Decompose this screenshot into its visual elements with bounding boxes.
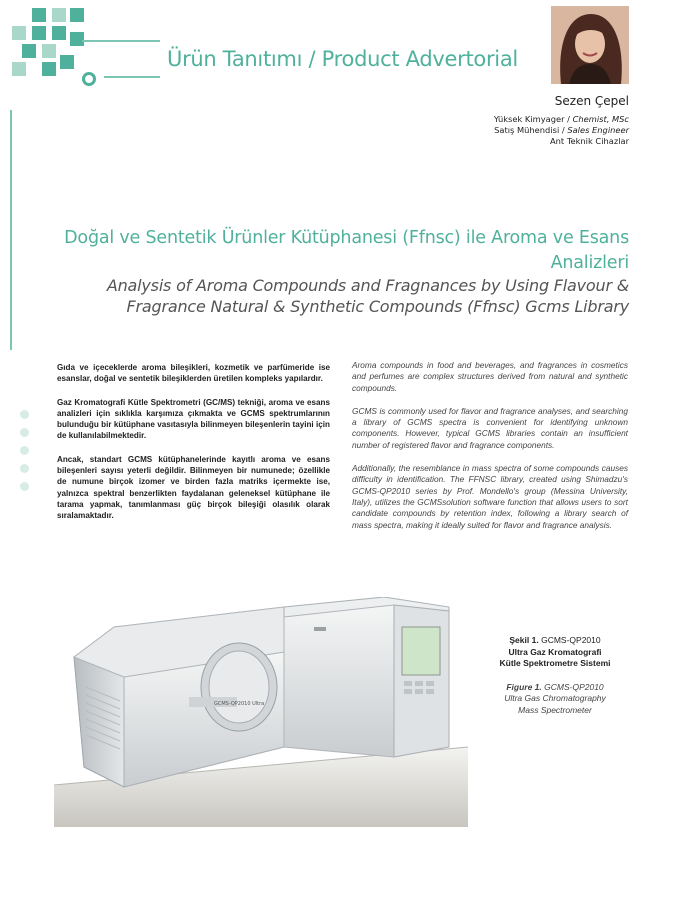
paragraph: GCMS is commonly used for flavor and fragrance analyses, and searching a library of GCMS spectra is convenient for identifying unknown components. However, typical GCMS libraries contain an insufficient number of registered flavor and fragrance components. (352, 405, 628, 450)
figure-caption-line: Mass Spectrometer (518, 704, 592, 715)
decor-square (60, 55, 74, 69)
figure-model-tr: GCMS-QP2010 (541, 635, 601, 645)
paragraph: Aroma compounds in food and beverages, and fragrances in cosmetics and perfumes are complex structures derived from natural and synthetic compounds. (352, 360, 628, 393)
decor-square (70, 8, 84, 22)
paragraph: Ancak, standart GCMS kütüphanelerinde kayıtlı aroma ve esans bileşenleri sayısı yeterli değildir. Bilinmeyen bir numunede; özellikle de numune birçok izomer ve birden fazla matriks içermekte ise, yalnızca spektral benzerlikten faydalanan geleneksel kütüphane ile tarama yapmak, tanımlanması güç birçok bileşiği olasılık olarak sıralamaktadır. (57, 454, 330, 521)
figure-model-en: GCMS-QP2010 (544, 681, 604, 692)
section-title: Ürün Tanıtımı / Product Advertorial (167, 47, 518, 71)
decor-square (12, 62, 26, 76)
decor-line (82, 40, 160, 42)
decor-line (104, 76, 160, 78)
paragraph: Additionally, the resemblance in mass spectra of some compounds causes difficulty in identification. The FFNSC library, created using Shimadzu's GCMS-QP2010 series by Prof. Mondello's group (Messina University, Italy), utilizes the GCMSsolution software function that allows users to sort candidate compounds by retention index, following a library search of mass spectra, making it ideally suited for flavor and fragrance analysis. (352, 463, 628, 530)
decor-dot (20, 464, 29, 473)
figure-caption-line: Ultra Gas Chromatography (504, 693, 606, 703)
body-column-english (352, 360, 628, 543)
headline-english: Analysis of Aroma Compounds and Fragnances by Using Flavour & Fragrance Natural & Synthetic Compounds (Ffnsc) Gcms Library (106, 276, 629, 316)
author-title-tr: Yüksek Kimyager / (493, 114, 570, 124)
decor-vertical-line (10, 110, 12, 350)
author-title-sales (369, 125, 629, 136)
paragraph: Gaz Kromatografi Kütle Spektrometri (GC/MS) tekniği, aroma ve esans analizleri için sıklıkla karşımıza çıkmakta ve GCMS spektrumlarının bulunduğu bir kütüphane vasıtasıyla bilinmeyen bileşenlerin tayini için de kullanılabilmektedir. (57, 397, 330, 441)
decor-dot (20, 482, 29, 491)
author-name: Sezen Çepel (554, 94, 629, 108)
figure-caption-line: Kütle Spektrometre Sistemi (499, 658, 611, 668)
decor-square (32, 26, 46, 40)
paragraph: Gıda ve içeceklerde aroma bileşikleri, kozmetik ve parfümeride ise esanslar, doğal ve sentetik bileşiklerden üretilen kompleks yapılardır. (57, 363, 330, 384)
device-brand-label: GCMS-QP2010 Ultra (214, 701, 265, 707)
author-photo (551, 6, 629, 84)
author-title-en: Chemist, MSc (572, 114, 629, 124)
decor-square (12, 26, 26, 40)
author-block (369, 94, 629, 147)
body-column-turkish (57, 362, 330, 534)
decor-square (52, 26, 66, 40)
figure-caption-turkish (482, 635, 628, 670)
author-company: Ant Teknik Cihazlar (550, 136, 629, 146)
figure-label-tr: Şekil 1. (509, 635, 539, 645)
author-title-tr: Satış Mühendisi / (494, 125, 565, 135)
decor-square (42, 44, 56, 58)
decor-circle (82, 72, 96, 86)
decor-square (52, 8, 66, 22)
figure-caption (482, 635, 628, 716)
author-title-chemist (369, 114, 629, 125)
gcms-instrument-image (54, 597, 468, 827)
decor-dot (20, 446, 29, 455)
figure-label-en: Figure 1. (506, 681, 542, 692)
decor-square (42, 62, 56, 76)
decor-square (70, 32, 84, 46)
author-title-en: Sales Engineer (567, 125, 629, 135)
decor-dot (20, 410, 29, 419)
figure-caption-english (482, 682, 628, 717)
figure-caption-line: Ultra Gaz Kromatografi (508, 646, 602, 657)
decor-dot (20, 428, 29, 437)
decor-square (32, 8, 46, 22)
decor-square (22, 44, 36, 58)
headline-turkish: Doğal ve Sentetik Ürünler Kütüphanesi (Ffnsc) ile Aroma ve Esans Analizleri (64, 228, 629, 273)
